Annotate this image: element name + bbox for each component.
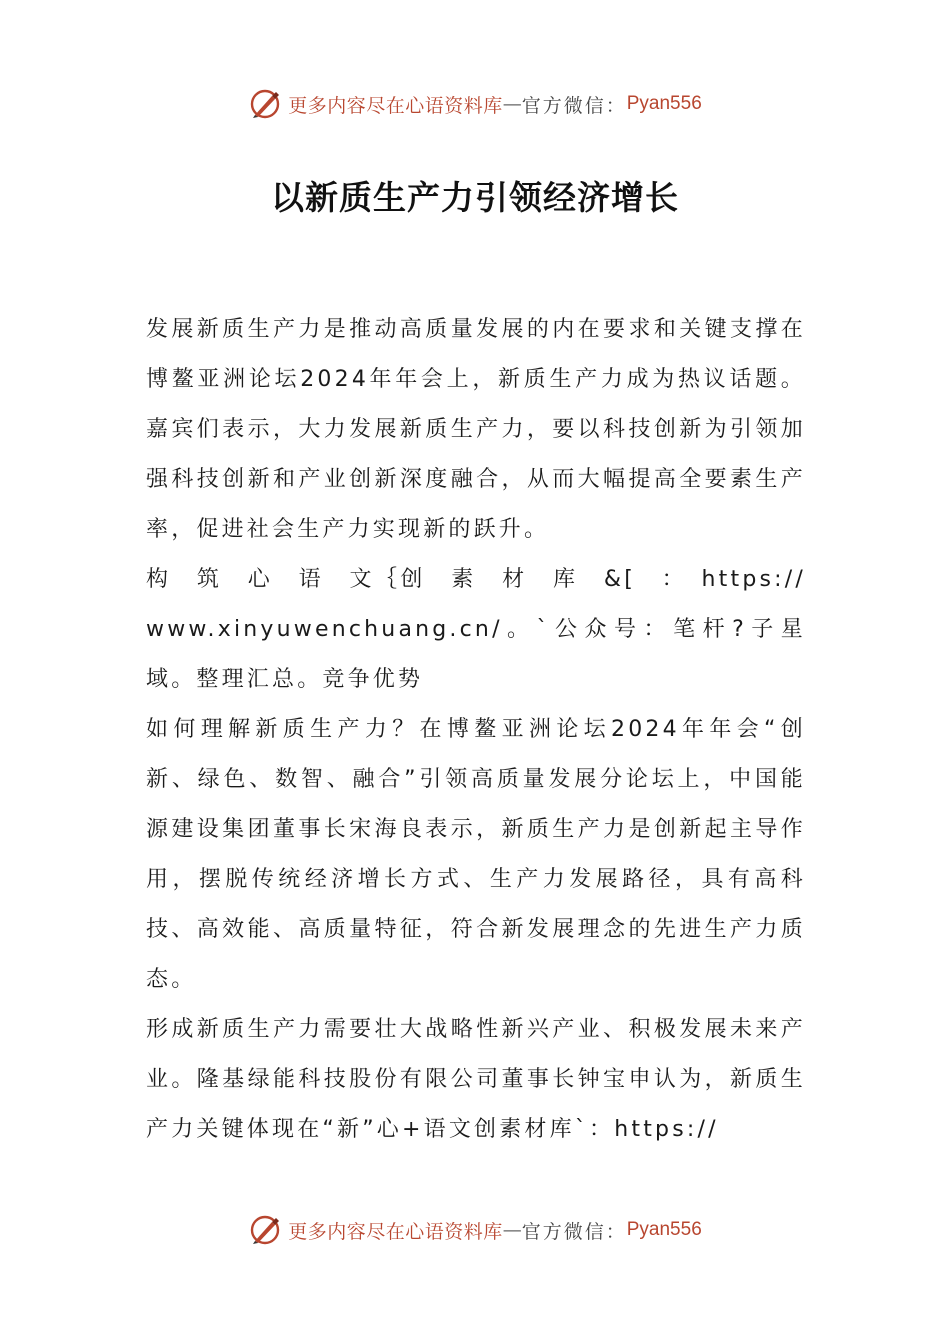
article-body (146, 305, 806, 1155)
pen-logo-icon (248, 87, 282, 121)
paragraph-2: 构 筑 心 语 文｛创 素 材 库 &[ ： https://www.xinyuwenchuang.cn/。`公众号：笔杆?子星域。整理汇总。竞争优势 (146, 567, 806, 692)
pen-logo-icon (248, 1213, 282, 1247)
footer-wechat-id: Pyan556 (626, 1219, 702, 1240)
footer-banner (0, 1210, 950, 1250)
footer-separator: — (502, 1219, 522, 1241)
header-banner (0, 84, 950, 124)
paragraph-4: 形成新质生产力需要壮大战略性新兴产业、积极发展未来产业。隆基绿能科技股份有限公司董事长钟宝申认为，新质生产力关键体现在“新”心+语文创素材库`：https:// (146, 1017, 806, 1142)
paragraph-1: 发展新质生产力是推动高质量发展的内在要求和关键支撑在博鳌亚洲论坛2024年年会上，新质生产力成为热议话题。嘉宾们表示，大力发展新质生产力，要以科技创新为引领加强科技创新和产业创新深度融合，从而大幅提高全要素生产率，促进社会生产力实现新的跃升。 (146, 317, 806, 542)
article-title: 以新质生产力引领经济增长 (271, 178, 679, 217)
header-site-text: 更多内容尽在心语资料库 (288, 94, 503, 117)
footer-site-text: 更多内容尽在心语资料库 (288, 1220, 503, 1243)
header-wechat-label: 官方微信： (521, 94, 627, 117)
header-separator: — (502, 93, 522, 115)
footer-wechat-label: 官方微信： (521, 1220, 627, 1243)
paragraph-3: 如何理解新质生产力？在博鳌亚洲论坛2024年年会“创新、绿色、数智、融合”引领高质量发展分论坛上，中国能源建设集团董事长宋海良表示，新质生产力是创新起主导作用，摆脱传统经济增长方式、生产力发展路径，具有高科技、高效能、高质量特征，符合新发展理念的先进生产力质态。 (146, 717, 806, 992)
header-wechat-id: Pyan556 (626, 93, 702, 114)
